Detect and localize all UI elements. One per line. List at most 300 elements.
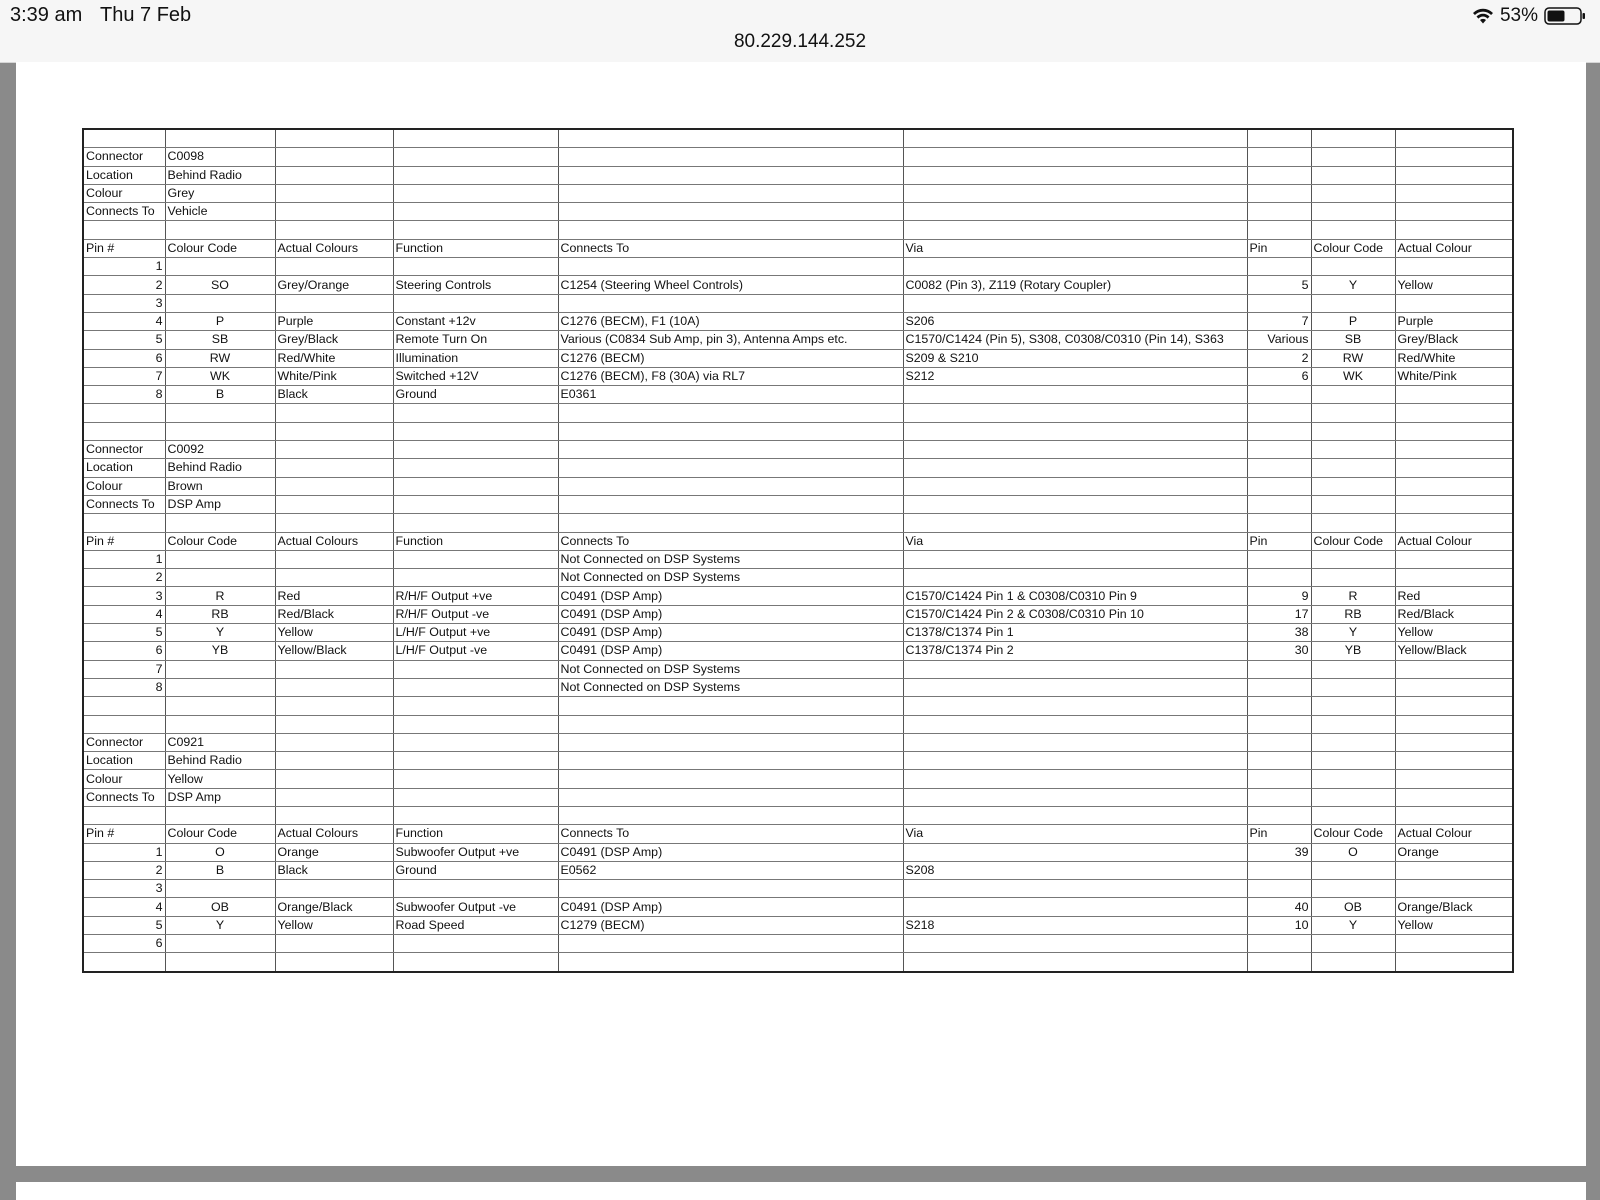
connector-info-row — [83, 459, 1513, 477]
cell — [1311, 550, 1395, 568]
cell: Connects To — [83, 788, 165, 806]
cell: Yellow/Black — [1395, 642, 1513, 660]
cell: C0491 (DSP Amp) — [558, 587, 903, 605]
cell — [275, 550, 393, 568]
cell: Colour — [83, 184, 165, 202]
cell — [1311, 697, 1395, 715]
cell — [275, 660, 393, 678]
cell — [1395, 386, 1513, 404]
cell: 2 — [1247, 349, 1311, 367]
cell — [1247, 770, 1311, 788]
cell: Yellow/Black — [275, 642, 393, 660]
cell: RW — [165, 349, 275, 367]
cell — [393, 441, 558, 459]
blank-row — [83, 404, 1513, 422]
cell: Via — [903, 239, 1247, 257]
cell: C0098 — [165, 148, 275, 166]
data-row — [83, 916, 1513, 934]
cell — [558, 477, 903, 495]
cell — [1395, 294, 1513, 312]
cell: Location — [83, 752, 165, 770]
cell: Yellow — [1395, 276, 1513, 294]
cell — [903, 404, 1247, 422]
data-row — [83, 624, 1513, 642]
cell: Connects To — [83, 495, 165, 513]
cell: Vehicle — [165, 203, 275, 221]
cell: 8 — [83, 386, 165, 404]
cell — [903, 678, 1247, 696]
cell: White/Pink — [1395, 367, 1513, 385]
data-row — [83, 678, 1513, 696]
cell — [165, 660, 275, 678]
cell — [1247, 678, 1311, 696]
cell — [1395, 678, 1513, 696]
cell — [1395, 569, 1513, 587]
cell — [1311, 404, 1395, 422]
data-row — [83, 367, 1513, 385]
cell — [83, 697, 165, 715]
cell — [903, 898, 1247, 916]
address-bar-url[interactable]: 80.229.144.252 — [733, 31, 867, 52]
cell — [393, 770, 558, 788]
cell — [275, 697, 393, 715]
cell — [393, 752, 558, 770]
cell — [903, 459, 1247, 477]
data-row — [83, 587, 1513, 605]
cell — [1395, 806, 1513, 824]
connector-info-row — [83, 203, 1513, 221]
cell — [1247, 514, 1311, 532]
cell: O — [1311, 843, 1395, 861]
cell — [1247, 550, 1311, 568]
cell: Illumination — [393, 349, 558, 367]
cell: Not Connected on DSP Systems — [558, 550, 903, 568]
cell — [558, 294, 903, 312]
cell: Behind Radio — [165, 166, 275, 184]
cell: C0491 (DSP Amp) — [558, 624, 903, 642]
cell: YB — [1311, 642, 1395, 660]
cell: O — [165, 843, 275, 861]
cell — [558, 404, 903, 422]
cell — [1311, 477, 1395, 495]
document-page — [16, 62, 1586, 1166]
cell — [393, 184, 558, 202]
cell — [275, 404, 393, 422]
cell — [165, 678, 275, 696]
cell: 6 — [1247, 367, 1311, 385]
cell: C0921 — [165, 733, 275, 751]
cell: Connector — [83, 441, 165, 459]
cell — [1247, 386, 1311, 404]
cell — [393, 697, 558, 715]
cell — [1395, 404, 1513, 422]
cell: 2 — [83, 276, 165, 294]
data-row — [83, 294, 1513, 312]
cell: Black — [275, 861, 393, 879]
cell: C1378/C1374 Pin 2 — [903, 642, 1247, 660]
cell: Not Connected on DSP Systems — [558, 678, 903, 696]
header-row — [83, 239, 1513, 257]
cell — [1311, 258, 1395, 276]
connector-info-row — [83, 184, 1513, 202]
cell — [1311, 715, 1395, 733]
cell: OB — [165, 898, 275, 916]
data-row — [83, 349, 1513, 367]
cell — [1311, 495, 1395, 513]
cell: 5 — [83, 624, 165, 642]
cell: Ground — [393, 386, 558, 404]
cell: Pin — [1247, 239, 1311, 257]
data-row — [83, 386, 1513, 404]
cell: WK — [1311, 367, 1395, 385]
cell: C1378/C1374 Pin 1 — [903, 624, 1247, 642]
cell: 5 — [83, 916, 165, 934]
cell — [393, 422, 558, 440]
cell: R/H/F Output -ve — [393, 605, 558, 623]
cell: 3 — [83, 294, 165, 312]
cell — [558, 752, 903, 770]
data-row — [83, 880, 1513, 898]
cell — [393, 806, 558, 824]
cell — [393, 935, 558, 953]
cell — [903, 203, 1247, 221]
cell — [903, 880, 1247, 898]
cell: 5 — [1247, 276, 1311, 294]
cell: L/H/F Output +ve — [393, 624, 558, 642]
cell — [275, 459, 393, 477]
header-row — [83, 532, 1513, 550]
cell — [1247, 569, 1311, 587]
cell — [1395, 166, 1513, 184]
cell — [83, 806, 165, 824]
data-row — [83, 861, 1513, 879]
blank-row — [83, 715, 1513, 733]
cell — [393, 258, 558, 276]
cell: Y — [1311, 276, 1395, 294]
cell: Function — [393, 532, 558, 550]
cell: Location — [83, 166, 165, 184]
cell: S218 — [903, 916, 1247, 934]
data-row — [83, 642, 1513, 660]
cell — [1247, 221, 1311, 239]
cell — [393, 678, 558, 696]
cell — [275, 221, 393, 239]
cell — [903, 514, 1247, 532]
cell — [393, 166, 558, 184]
cell: Steering Controls — [393, 276, 558, 294]
cell — [558, 697, 903, 715]
cell: S209 & S210 — [903, 349, 1247, 367]
cell — [393, 514, 558, 532]
cell: Black — [275, 386, 393, 404]
cell: Yellow — [1395, 916, 1513, 934]
cell: Actual Colour — [1395, 532, 1513, 550]
data-row — [83, 660, 1513, 678]
connector-info-row — [83, 477, 1513, 495]
cell — [558, 806, 903, 824]
cell: Red — [1395, 587, 1513, 605]
cell — [903, 258, 1247, 276]
cell — [1395, 788, 1513, 806]
cell — [83, 404, 165, 422]
cell: 8 — [83, 678, 165, 696]
cell: 2 — [83, 861, 165, 879]
cell — [275, 752, 393, 770]
cell: 3 — [83, 587, 165, 605]
data-row — [83, 550, 1513, 568]
cell: Red/Black — [275, 605, 393, 623]
cell: C0491 (DSP Amp) — [558, 642, 903, 660]
connector-info-row — [83, 733, 1513, 751]
cell: Connector — [83, 148, 165, 166]
cell: 4 — [83, 605, 165, 623]
cell — [1311, 935, 1395, 953]
cell — [1247, 422, 1311, 440]
cell — [1247, 880, 1311, 898]
cell — [1311, 788, 1395, 806]
cell: 2 — [83, 569, 165, 587]
cell — [558, 953, 903, 972]
cell — [275, 258, 393, 276]
connector-info-row — [83, 166, 1513, 184]
cell — [275, 477, 393, 495]
cell: Not Connected on DSP Systems — [558, 569, 903, 587]
connector-info-row — [83, 441, 1513, 459]
cell: Yellow — [275, 916, 393, 934]
cell — [1395, 148, 1513, 166]
cell: SB — [1311, 331, 1395, 349]
cell — [1395, 550, 1513, 568]
cell: S212 — [903, 367, 1247, 385]
cell — [393, 294, 558, 312]
cell — [165, 569, 275, 587]
cell — [903, 569, 1247, 587]
cell: Connector — [83, 733, 165, 751]
cell: 1 — [83, 550, 165, 568]
cell: Purple — [1395, 312, 1513, 330]
cell: Pin # — [83, 532, 165, 550]
cell — [558, 788, 903, 806]
cell: RB — [1311, 605, 1395, 623]
cell: B — [165, 861, 275, 879]
cell: Yellow — [1395, 624, 1513, 642]
cell — [558, 733, 903, 751]
cell: C1276 (BECM), F8 (30A) via RL7 — [558, 367, 903, 385]
cell — [1247, 184, 1311, 202]
cell: Orange/Black — [275, 898, 393, 916]
cell — [393, 477, 558, 495]
cell: YB — [165, 642, 275, 660]
cell — [393, 880, 558, 898]
blank-row — [83, 514, 1513, 532]
cell — [1247, 806, 1311, 824]
cell — [275, 770, 393, 788]
cell — [903, 733, 1247, 751]
cell — [903, 788, 1247, 806]
cell — [1395, 935, 1513, 953]
cell — [275, 166, 393, 184]
cell — [903, 221, 1247, 239]
cell: 38 — [1247, 624, 1311, 642]
cell — [83, 129, 165, 148]
cell — [165, 715, 275, 733]
cell: Colour Code — [1311, 532, 1395, 550]
cell: 5 — [83, 331, 165, 349]
status-indicators — [1472, 4, 1586, 28]
cell — [83, 422, 165, 440]
cell: Orange — [1395, 843, 1513, 861]
cell — [558, 880, 903, 898]
cell — [903, 843, 1247, 861]
cell — [558, 422, 903, 440]
cell — [1311, 953, 1395, 972]
wifi-icon — [1472, 7, 1494, 25]
cell — [393, 953, 558, 972]
cell — [1247, 861, 1311, 879]
cell — [1311, 184, 1395, 202]
cell — [275, 953, 393, 972]
cell: Connects To — [83, 203, 165, 221]
cell — [275, 935, 393, 953]
cell — [1395, 514, 1513, 532]
cell: Colour Code — [1311, 239, 1395, 257]
cell — [558, 715, 903, 733]
cell: S206 — [903, 312, 1247, 330]
cell: E0562 — [558, 861, 903, 879]
cell — [393, 459, 558, 477]
cell — [1311, 733, 1395, 751]
connector-info-row — [83, 752, 1513, 770]
cell — [1395, 422, 1513, 440]
cell: DSP Amp — [165, 495, 275, 513]
cell: Location — [83, 459, 165, 477]
cell: Orange/Black — [1395, 898, 1513, 916]
cell — [1247, 294, 1311, 312]
cell — [1247, 715, 1311, 733]
cell — [1247, 660, 1311, 678]
cell — [165, 422, 275, 440]
cell: Red/White — [1395, 349, 1513, 367]
cell: P — [165, 312, 275, 330]
data-row — [83, 331, 1513, 349]
cell — [1395, 203, 1513, 221]
cell: Colour Code — [165, 532, 275, 550]
cell: R/H/F Output +ve — [393, 587, 558, 605]
cell: Behind Radio — [165, 752, 275, 770]
cell: C1570/C1424 (Pin 5), S308, C0308/C0310 (Pin 14), S363 — [903, 331, 1247, 349]
blank-row — [83, 221, 1513, 239]
cell — [903, 386, 1247, 404]
cell: B — [165, 386, 275, 404]
cell: Ground — [393, 861, 558, 879]
cell — [1311, 221, 1395, 239]
cell: C1570/C1424 Pin 1 & C0308/C0310 Pin 9 — [903, 587, 1247, 605]
cell — [558, 184, 903, 202]
cell — [165, 514, 275, 532]
cell — [275, 129, 393, 148]
cell — [1311, 166, 1395, 184]
cell — [1311, 861, 1395, 879]
data-row — [83, 276, 1513, 294]
cell: R — [165, 587, 275, 605]
cell: WK — [165, 367, 275, 385]
cell: Subwoofer Output +ve — [393, 843, 558, 861]
cell — [1395, 861, 1513, 879]
cell — [558, 258, 903, 276]
cell — [1247, 953, 1311, 972]
cell — [165, 404, 275, 422]
connector-info-row — [83, 788, 1513, 806]
cell — [1395, 770, 1513, 788]
cell: Yellow — [275, 624, 393, 642]
cell — [1395, 184, 1513, 202]
cell — [903, 660, 1247, 678]
cell — [1247, 788, 1311, 806]
cell — [393, 550, 558, 568]
cell: Pin # — [83, 825, 165, 843]
cell — [275, 495, 393, 513]
cell: S208 — [903, 861, 1247, 879]
cell — [165, 806, 275, 824]
cell — [83, 514, 165, 532]
blank-row — [83, 806, 1513, 824]
cell — [1247, 441, 1311, 459]
cell: Orange — [275, 843, 393, 861]
cell: RW — [1311, 349, 1395, 367]
cell: Switched +12V — [393, 367, 558, 385]
cell: Actual Colours — [275, 239, 393, 257]
cell: 6 — [83, 935, 165, 953]
cell — [275, 569, 393, 587]
cell: Pin — [1247, 825, 1311, 843]
cell — [903, 770, 1247, 788]
cell: Subwoofer Output -ve — [393, 898, 558, 916]
cell — [1311, 129, 1395, 148]
cell: C0491 (DSP Amp) — [558, 898, 903, 916]
data-row — [83, 605, 1513, 623]
blank-row — [83, 422, 1513, 440]
cell — [1311, 752, 1395, 770]
cell — [1247, 148, 1311, 166]
connector-info-row — [83, 495, 1513, 513]
cell — [558, 221, 903, 239]
cell: C1254 (Steering Wheel Controls) — [558, 276, 903, 294]
cell — [83, 953, 165, 972]
cell — [1395, 441, 1513, 459]
ios-status-bar — [0, 0, 1600, 63]
cell — [275, 441, 393, 459]
cell: 40 — [1247, 898, 1311, 916]
cell — [1395, 880, 1513, 898]
clock-date: Thu 7 Feb — [100, 4, 192, 26]
blank-row — [83, 697, 1513, 715]
cell — [1311, 678, 1395, 696]
cell — [393, 660, 558, 678]
cell — [165, 880, 275, 898]
cell — [903, 294, 1247, 312]
cell — [1311, 569, 1395, 587]
cell — [1311, 203, 1395, 221]
cell: Yellow — [165, 770, 275, 788]
cell — [1395, 752, 1513, 770]
cell: C1276 (BECM) — [558, 349, 903, 367]
cell — [903, 806, 1247, 824]
cell: Via — [903, 532, 1247, 550]
cell: OB — [1311, 898, 1395, 916]
cell: 39 — [1247, 843, 1311, 861]
cell: C0491 (DSP Amp) — [558, 605, 903, 623]
cell — [1247, 404, 1311, 422]
